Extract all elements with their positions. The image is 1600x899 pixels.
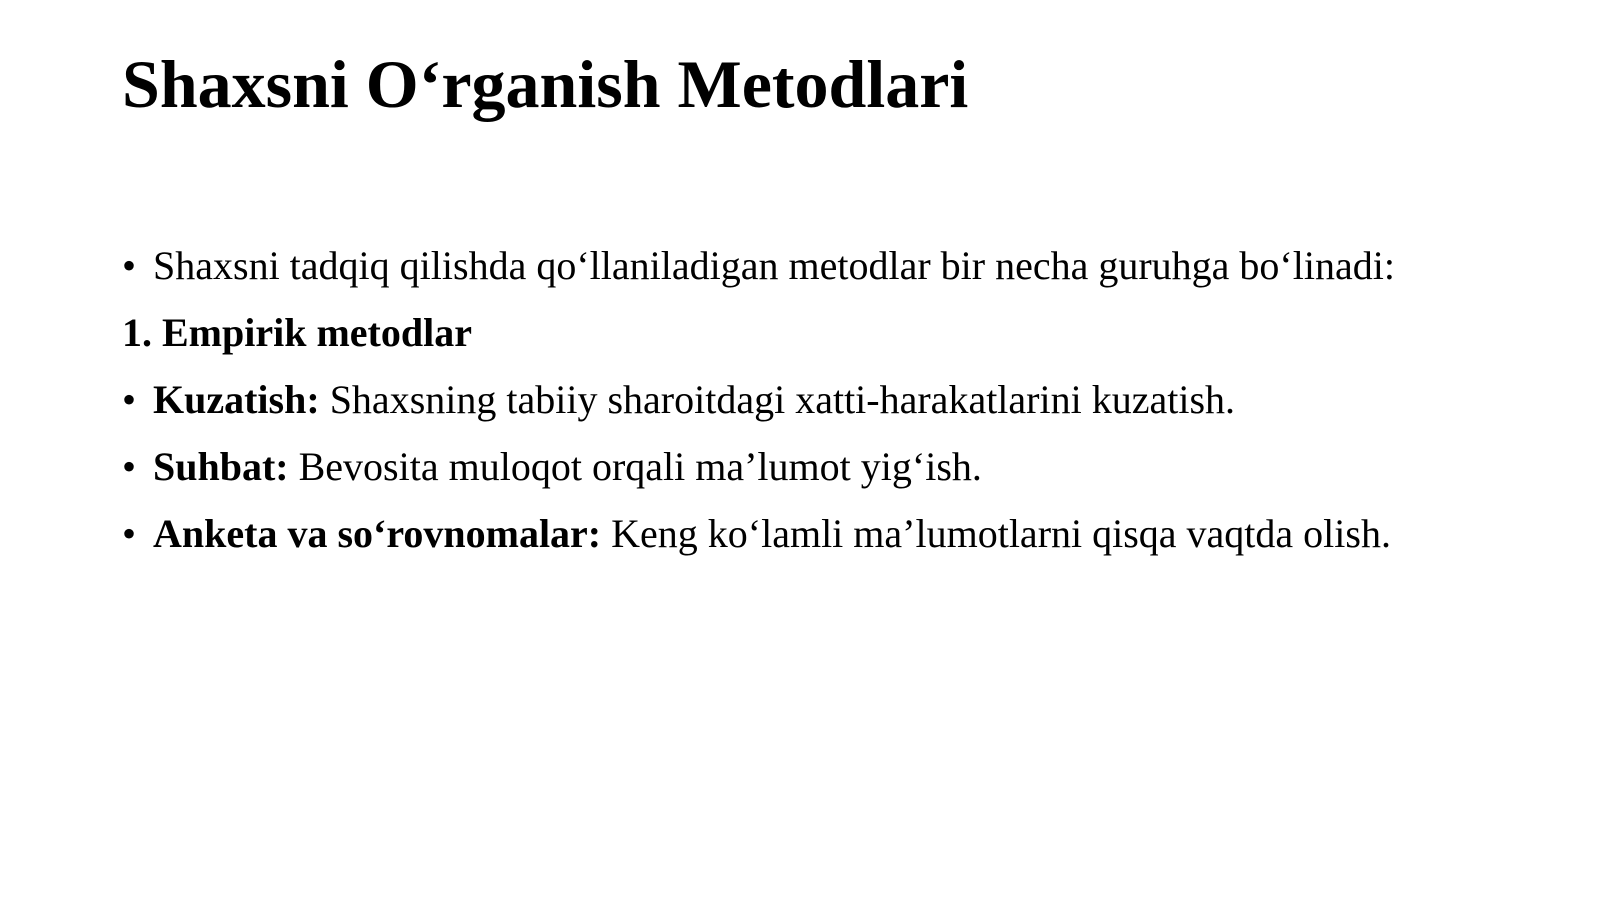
item-text: Bevosita muloqot orqali ma’lumot yig‘ish. [288, 444, 982, 489]
section-heading: 1. Empirik metodlar [122, 310, 472, 355]
list-item-anketa [122, 508, 1452, 559]
item-term: Kuzatish: [153, 377, 320, 422]
bullet-icon: • [122, 511, 137, 556]
list-item-kuzatish [122, 374, 1452, 425]
slide-title: Shaxsni O‘rganish Metodlari [122, 46, 969, 122]
item-text: Shaxsning tabiiy sharoitdagi xatti-harakatlarini kuzatish. [319, 377, 1236, 422]
intro-bullet [122, 240, 1452, 291]
slide-body [122, 240, 1452, 575]
bullet-icon: • [122, 444, 137, 489]
bullet-icon: • [122, 243, 137, 288]
item-text: Keng ko‘lamli ma’lumotlarni qisqa vaqtda olish. [601, 511, 1391, 556]
bullet-icon: • [122, 377, 137, 422]
list-item-suhbat [122, 441, 1452, 492]
intro-text: Shaxsni tadqiq qilishda qo‘llaniladigan metodlar bir necha guruhga bo‘linadi: [153, 243, 1395, 288]
item-term: Anketa va so‘rovnomalar: [153, 511, 602, 556]
item-term: Suhbat: [153, 444, 289, 489]
